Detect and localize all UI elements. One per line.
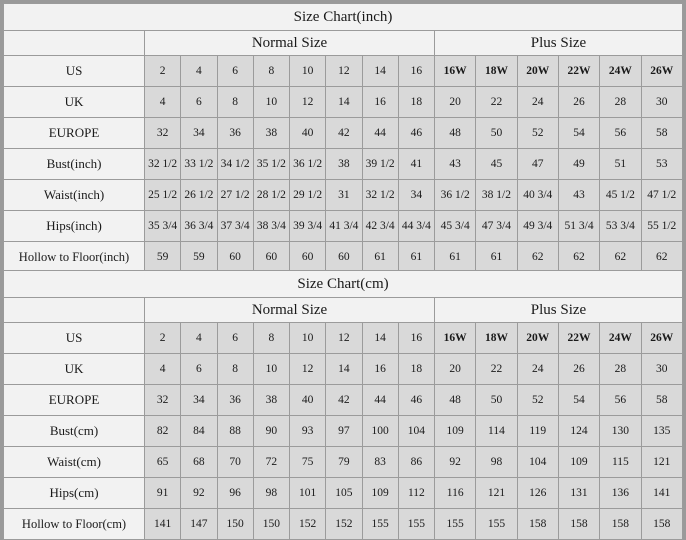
corner-cell xyxy=(4,31,145,56)
row-label-bust: Bust(inch) xyxy=(4,149,145,180)
cell: 12 xyxy=(326,323,362,354)
cell: 2 xyxy=(145,56,181,87)
cell: 6 xyxy=(217,56,253,87)
cell: 147 xyxy=(181,509,217,540)
table-row xyxy=(4,323,683,354)
table-row xyxy=(4,354,683,385)
cell: 158 xyxy=(600,509,641,540)
row-label-europe: EUROPE xyxy=(4,118,145,149)
row-label-hips: Hips(inch) xyxy=(4,211,145,242)
cell: 60 xyxy=(326,242,362,273)
cell: 62 xyxy=(600,242,641,273)
cell: 135 xyxy=(641,416,683,447)
cell: 52 xyxy=(517,385,558,416)
row-label-europe: EUROPE xyxy=(4,385,145,416)
cell: 136 xyxy=(600,478,641,509)
cell: 6 xyxy=(181,354,217,385)
cell: 58 xyxy=(641,385,683,416)
table-row xyxy=(4,242,683,273)
cell: 43 xyxy=(558,180,599,211)
cell: 16 xyxy=(362,354,398,385)
table-row xyxy=(4,87,683,118)
cell: 38 xyxy=(326,149,362,180)
cell: 56 xyxy=(600,385,641,416)
cell: 46 xyxy=(398,385,434,416)
cell: 18 xyxy=(398,354,434,385)
cell: 32 xyxy=(145,118,181,149)
cell: 88 xyxy=(217,416,253,447)
cell: 101 xyxy=(290,478,326,509)
cell: 20W xyxy=(517,56,558,87)
cell: 22W xyxy=(558,323,599,354)
cell: 96 xyxy=(217,478,253,509)
cell: 6 xyxy=(217,323,253,354)
cell: 104 xyxy=(398,416,434,447)
cell: 31 xyxy=(326,180,362,211)
cell: 39 3/4 xyxy=(290,211,326,242)
chart-title: Size Chart(cm) xyxy=(4,271,683,298)
cell: 60 xyxy=(290,242,326,273)
cell: 40 3/4 xyxy=(517,180,558,211)
table-row xyxy=(4,478,683,509)
cell: 61 xyxy=(398,242,434,273)
cell: 36 3/4 xyxy=(181,211,217,242)
cell: 4 xyxy=(181,323,217,354)
cell: 150 xyxy=(217,509,253,540)
cell: 53 xyxy=(641,149,683,180)
cell: 30 xyxy=(641,87,683,118)
cell: 121 xyxy=(476,478,517,509)
cell: 45 3/4 xyxy=(435,211,476,242)
cell: 59 xyxy=(145,242,181,273)
cell: 14 xyxy=(362,323,398,354)
cell: 28 1/2 xyxy=(253,180,289,211)
cell: 92 xyxy=(435,447,476,478)
table-row xyxy=(4,56,683,87)
cell: 115 xyxy=(600,447,641,478)
cell: 18W xyxy=(476,323,517,354)
cell: 26W xyxy=(641,56,683,87)
cell: 10 xyxy=(253,354,289,385)
cell: 90 xyxy=(253,416,289,447)
size-chart-inch xyxy=(3,3,683,273)
table-row xyxy=(4,180,683,211)
cell: 36 xyxy=(217,118,253,149)
cell: 24W xyxy=(600,323,641,354)
cell: 16W xyxy=(435,56,476,87)
cell: 16W xyxy=(435,323,476,354)
table-row xyxy=(4,118,683,149)
cell: 47 xyxy=(517,149,558,180)
cell: 50 xyxy=(476,385,517,416)
cell: 12 xyxy=(290,87,326,118)
row-label-uk: UK xyxy=(4,354,145,385)
cell: 62 xyxy=(558,242,599,273)
cell: 70 xyxy=(217,447,253,478)
cell: 100 xyxy=(362,416,398,447)
cell: 158 xyxy=(641,509,683,540)
cell: 37 3/4 xyxy=(217,211,253,242)
cell: 33 1/2 xyxy=(181,149,217,180)
table-row xyxy=(4,149,683,180)
cell: 55 1/2 xyxy=(641,211,683,242)
cell: 82 xyxy=(145,416,181,447)
cell: 152 xyxy=(290,509,326,540)
cell: 49 xyxy=(558,149,599,180)
cell: 61 xyxy=(476,242,517,273)
cell: 40 xyxy=(290,118,326,149)
cell: 24 xyxy=(517,87,558,118)
group-header-row xyxy=(4,298,683,323)
group-normal-size: Normal Size xyxy=(145,298,435,323)
cell: 24 xyxy=(517,354,558,385)
row-label-hips: Hips(cm) xyxy=(4,478,145,509)
cell: 131 xyxy=(558,478,599,509)
cell: 126 xyxy=(517,478,558,509)
cell: 16 xyxy=(398,56,434,87)
cell: 22 xyxy=(476,87,517,118)
cell: 38 xyxy=(253,385,289,416)
cell: 44 xyxy=(362,385,398,416)
cell: 48 xyxy=(435,118,476,149)
cell: 36 1/2 xyxy=(435,180,476,211)
cell: 84 xyxy=(181,416,217,447)
cell: 141 xyxy=(641,478,683,509)
cell: 119 xyxy=(517,416,558,447)
cell: 14 xyxy=(326,354,362,385)
row-label-waist: Waist(inch) xyxy=(4,180,145,211)
table-row xyxy=(4,416,683,447)
size-chart-inch-table xyxy=(3,3,683,273)
cell: 112 xyxy=(398,478,434,509)
cell: 34 xyxy=(398,180,434,211)
cell: 27 1/2 xyxy=(217,180,253,211)
cell: 158 xyxy=(558,509,599,540)
cell: 72 xyxy=(253,447,289,478)
cell: 20W xyxy=(517,323,558,354)
cell: 20 xyxy=(435,87,476,118)
cell: 26W xyxy=(641,323,683,354)
cell: 60 xyxy=(217,242,253,273)
cell: 58 xyxy=(641,118,683,149)
cell: 86 xyxy=(398,447,434,478)
chart-title: Size Chart(inch) xyxy=(4,4,683,31)
table-row xyxy=(4,447,683,478)
cell: 36 1/2 xyxy=(290,149,326,180)
cell: 29 1/2 xyxy=(290,180,326,211)
cell: 43 xyxy=(435,149,476,180)
cell: 47 3/4 xyxy=(476,211,517,242)
cell: 155 xyxy=(476,509,517,540)
chart-title-row xyxy=(4,4,683,31)
cell: 24W xyxy=(600,56,641,87)
cell: 61 xyxy=(435,242,476,273)
cell: 65 xyxy=(145,447,181,478)
cell: 62 xyxy=(641,242,683,273)
cell: 22W xyxy=(558,56,599,87)
cell: 79 xyxy=(326,447,362,478)
cell: 25 1/2 xyxy=(145,180,181,211)
size-chart-cm-table xyxy=(3,270,683,540)
cell: 8 xyxy=(253,323,289,354)
cell: 36 xyxy=(217,385,253,416)
cell: 34 xyxy=(181,385,217,416)
cell: 93 xyxy=(290,416,326,447)
cell: 2 xyxy=(145,323,181,354)
cell: 28 xyxy=(600,354,641,385)
cell: 75 xyxy=(290,447,326,478)
cell: 105 xyxy=(326,478,362,509)
cell: 45 xyxy=(476,149,517,180)
cell: 34 xyxy=(181,118,217,149)
corner-cell xyxy=(4,298,145,323)
row-label-us: US xyxy=(4,323,145,354)
cell: 51 xyxy=(600,149,641,180)
cell: 18 xyxy=(398,87,434,118)
cell: 8 xyxy=(217,87,253,118)
cell: 41 xyxy=(398,149,434,180)
cell: 4 xyxy=(181,56,217,87)
table-row xyxy=(4,211,683,242)
cell: 59 xyxy=(181,242,217,273)
cell: 109 xyxy=(435,416,476,447)
cell: 51 3/4 xyxy=(558,211,599,242)
cell: 50 xyxy=(476,118,517,149)
cell: 4 xyxy=(145,87,181,118)
cell: 38 xyxy=(253,118,289,149)
cell: 26 xyxy=(558,354,599,385)
cell: 41 3/4 xyxy=(326,211,362,242)
cell: 60 xyxy=(253,242,289,273)
cell: 44 xyxy=(362,118,398,149)
row-label-waist: Waist(cm) xyxy=(4,447,145,478)
cell: 104 xyxy=(517,447,558,478)
cell: 42 3/4 xyxy=(362,211,398,242)
cell: 12 xyxy=(290,354,326,385)
cell: 48 xyxy=(435,385,476,416)
cell: 155 xyxy=(435,509,476,540)
cell: 20 xyxy=(435,354,476,385)
cell: 14 xyxy=(362,56,398,87)
row-label-uk: UK xyxy=(4,87,145,118)
cell: 4 xyxy=(145,354,181,385)
cell: 62 xyxy=(517,242,558,273)
cell: 47 1/2 xyxy=(641,180,683,211)
row-label-bust: Bust(cm) xyxy=(4,416,145,447)
cell: 10 xyxy=(290,56,326,87)
cell: 32 1/2 xyxy=(145,149,181,180)
cell: 8 xyxy=(217,354,253,385)
table-row xyxy=(4,385,683,416)
cell: 150 xyxy=(253,509,289,540)
cell: 98 xyxy=(476,447,517,478)
cell: 10 xyxy=(253,87,289,118)
cell: 54 xyxy=(558,118,599,149)
cell: 141 xyxy=(145,509,181,540)
cell: 18W xyxy=(476,56,517,87)
cell: 38 1/2 xyxy=(476,180,517,211)
cell: 56 xyxy=(600,118,641,149)
cell: 92 xyxy=(181,478,217,509)
size-chart-cm xyxy=(3,270,683,540)
cell: 26 xyxy=(558,87,599,118)
cell: 35 3/4 xyxy=(145,211,181,242)
cell: 53 3/4 xyxy=(600,211,641,242)
cell: 91 xyxy=(145,478,181,509)
cell: 26 1/2 xyxy=(181,180,217,211)
group-normal-size: Normal Size xyxy=(145,31,435,56)
row-label-us: US xyxy=(4,56,145,87)
cell: 44 3/4 xyxy=(398,211,434,242)
cell: 116 xyxy=(435,478,476,509)
cell: 49 3/4 xyxy=(517,211,558,242)
cell: 155 xyxy=(362,509,398,540)
group-plus-size: Plus Size xyxy=(435,298,683,323)
cell: 32 1/2 xyxy=(362,180,398,211)
cell: 45 1/2 xyxy=(600,180,641,211)
cell: 68 xyxy=(181,447,217,478)
cell: 52 xyxy=(517,118,558,149)
cell: 32 xyxy=(145,385,181,416)
group-plus-size: Plus Size xyxy=(435,31,683,56)
cell: 28 xyxy=(600,87,641,118)
cell: 155 xyxy=(398,509,434,540)
cell: 39 1/2 xyxy=(362,149,398,180)
group-header-row xyxy=(4,31,683,56)
cell: 40 xyxy=(290,385,326,416)
row-label-hollow-to-floor: Hollow to Floor(cm) xyxy=(4,509,145,540)
cell: 121 xyxy=(641,447,683,478)
cell: 30 xyxy=(641,354,683,385)
cell: 14 xyxy=(326,87,362,118)
cell: 83 xyxy=(362,447,398,478)
cell: 12 xyxy=(326,56,362,87)
cell: 109 xyxy=(558,447,599,478)
cell: 34 1/2 xyxy=(217,149,253,180)
cell: 6 xyxy=(181,87,217,118)
cell: 38 3/4 xyxy=(253,211,289,242)
cell: 130 xyxy=(600,416,641,447)
chart-title-row xyxy=(4,271,683,298)
cell: 35 1/2 xyxy=(253,149,289,180)
cell: 109 xyxy=(362,478,398,509)
cell: 152 xyxy=(326,509,362,540)
cell: 46 xyxy=(398,118,434,149)
cell: 22 xyxy=(476,354,517,385)
cell: 158 xyxy=(517,509,558,540)
cell: 97 xyxy=(326,416,362,447)
cell: 42 xyxy=(326,118,362,149)
row-label-hollow-to-floor: Hollow to Floor(inch) xyxy=(4,242,145,273)
cell: 16 xyxy=(362,87,398,118)
cell: 114 xyxy=(476,416,517,447)
cell: 54 xyxy=(558,385,599,416)
cell: 10 xyxy=(290,323,326,354)
cell: 61 xyxy=(362,242,398,273)
cell: 8 xyxy=(253,56,289,87)
cell: 98 xyxy=(253,478,289,509)
cell: 124 xyxy=(558,416,599,447)
cell: 16 xyxy=(398,323,434,354)
table-row xyxy=(4,509,683,540)
cell: 42 xyxy=(326,385,362,416)
